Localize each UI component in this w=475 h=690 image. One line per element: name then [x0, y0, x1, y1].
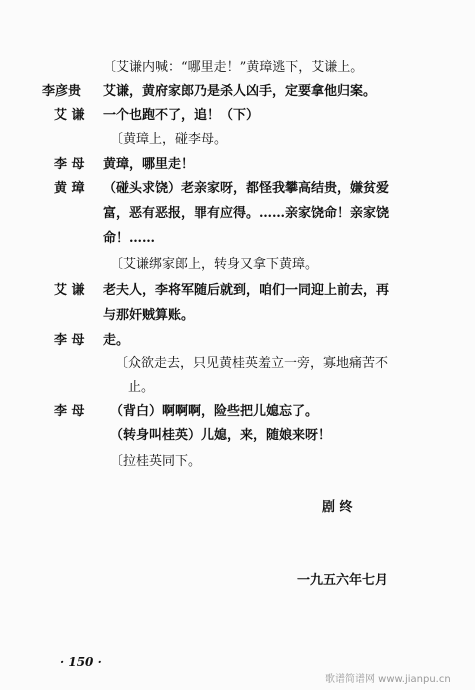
stage-direction: 〔众欲走去，只见黄桂英羞立一旁，寡地痛苦不	[115, 356, 389, 371]
page-number: · 150 ·	[60, 655, 102, 669]
dialogue-line: 一个也跑不了，追！（下）	[103, 108, 260, 123]
dialogue-line: 老夫人，李将军随后就到，咱们一同迎上前去，再	[103, 283, 390, 298]
speaker-name: 李 母	[54, 333, 85, 348]
site-watermark: 歌谱简谱网 www.jianpu.cn	[325, 674, 451, 685]
stage-direction: 〔拉桂英同下。	[110, 454, 202, 469]
speaker-name: 李 母	[54, 404, 85, 419]
speaker-name: 艾 谦	[54, 108, 85, 123]
stage-direction: 止。	[128, 380, 155, 395]
dialogue-line: 与那奸贼算账。	[103, 308, 195, 323]
dialogue-line: （转身叫桂英）儿媳，来，随娘来呀！	[110, 428, 332, 443]
stage-direction: 〔艾谦绑家郎上，转身又拿下黄璋。	[110, 257, 319, 272]
dialogue-line: 走。	[103, 333, 130, 348]
play-ending: 剧 终	[322, 500, 353, 515]
dialogue-line: 艾谦，黄府家郎乃是杀人凶手，定要拿他归案。	[103, 84, 377, 99]
speaker-name: 艾 谦	[54, 283, 85, 298]
dialogue-line: 命！……	[103, 231, 156, 246]
dialogue-line: 富，恶有恶报，罪有应得。……亲家饶命！亲家饶	[103, 206, 390, 221]
stage-direction: 〔黄璋上，碰李母。	[110, 132, 228, 147]
dialogue-line: （背白）啊啊啊，险些把儿媳忘了。	[110, 404, 319, 419]
speaker-name: 李彦贵	[42, 84, 82, 99]
speaker-name: 黄 璋	[54, 181, 85, 196]
stage-direction: 〔艾谦内喊：“哪里走！”黄璋逃下，艾谦上。	[103, 60, 364, 75]
speaker-name: 李 母	[54, 157, 85, 172]
completion-date: 一九五六年七月	[297, 573, 389, 588]
dialogue-line: 黄璋，哪里走！	[103, 157, 195, 172]
dialogue-line: （碰头求饶）老亲家呀，都怪我攀高结贵，嫌贫爱	[103, 181, 390, 196]
